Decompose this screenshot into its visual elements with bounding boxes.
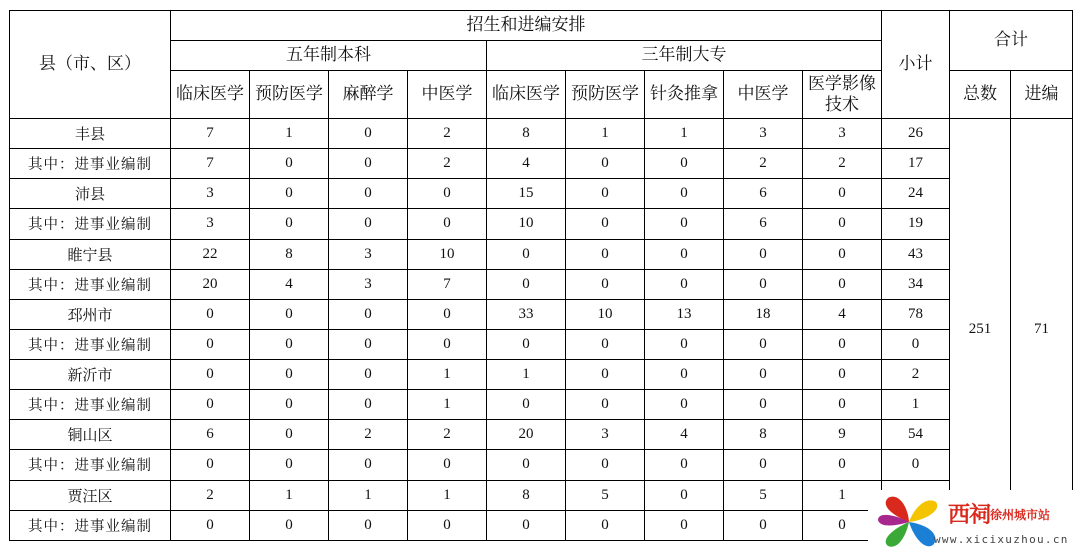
value-cell: 1 <box>250 480 329 510</box>
value-cell: 4 <box>487 149 566 179</box>
value-cell: 0 <box>566 269 645 299</box>
value-cell: 0 <box>250 179 329 209</box>
subtotal-cell: 0 <box>882 450 950 480</box>
value-cell: 8 <box>250 239 329 269</box>
value-cell: 0 <box>329 360 408 390</box>
value-cell: 0 <box>250 299 329 329</box>
table-row <box>10 299 1073 329</box>
value-cell: 0 <box>724 390 803 420</box>
value-cell: 1 <box>487 360 566 390</box>
value-cell: 2 <box>408 420 487 450</box>
value-cell: 0 <box>566 329 645 359</box>
value-cell: 0 <box>645 209 724 239</box>
table-row <box>10 119 1073 149</box>
county-cell: 贾汪区 <box>10 480 171 510</box>
value-cell: 0 <box>645 239 724 269</box>
value-cell: 0 <box>408 209 487 239</box>
value-cell: 3 <box>724 119 803 149</box>
value-cell: 0 <box>171 329 250 359</box>
value-cell: 0 <box>566 149 645 179</box>
logo-petal-blue <box>909 522 935 546</box>
table-body <box>10 119 1073 541</box>
county-cell: 其中：进事业编制 <box>10 269 171 299</box>
subtotal-cell: 54 <box>882 420 950 450</box>
value-cell: 1 <box>408 390 487 420</box>
value-cell: 0 <box>645 390 724 420</box>
subtotal-cell: 34 <box>882 269 950 299</box>
table-row <box>10 269 1073 299</box>
watermark-city: 徐州城市站 <box>990 508 1051 522</box>
col-header: 医学影像技术 <box>803 71 882 119</box>
enrollment-table <box>9 10 1073 541</box>
value-cell: 0 <box>250 450 329 480</box>
logo-petal-yellow <box>909 500 937 522</box>
value-cell: 6 <box>724 209 803 239</box>
total-count-cell: 251 <box>950 119 1011 541</box>
value-cell: 6 <box>171 420 250 450</box>
value-cell: 0 <box>487 269 566 299</box>
value-cell: 0 <box>645 450 724 480</box>
value-cell: 0 <box>487 510 566 540</box>
value-cell: 6 <box>724 179 803 209</box>
value-cell: 7 <box>408 269 487 299</box>
value-cell: 0 <box>566 360 645 390</box>
value-cell: 1 <box>250 119 329 149</box>
value-cell: 4 <box>645 420 724 450</box>
value-cell: 0 <box>329 390 408 420</box>
value-cell: 0 <box>724 269 803 299</box>
value-cell: 33 <box>487 299 566 329</box>
value-cell: 0 <box>329 209 408 239</box>
value-cell: 0 <box>724 510 803 540</box>
value-cell: 0 <box>408 510 487 540</box>
subtotal-cell: 43 <box>882 239 950 269</box>
table-row <box>10 450 1073 480</box>
subtotal-cell: 1 <box>882 390 950 420</box>
subtotal-cell: 17 <box>882 149 950 179</box>
value-cell: 0 <box>487 329 566 359</box>
value-cell: 0 <box>724 329 803 359</box>
value-cell: 10 <box>408 239 487 269</box>
value-cell: 3 <box>171 179 250 209</box>
value-cell: 8 <box>724 420 803 450</box>
table-row <box>10 420 1073 450</box>
col-header: 中医学 <box>408 71 487 119</box>
value-cell: 0 <box>803 179 882 209</box>
value-cell: 0 <box>645 149 724 179</box>
value-cell: 8 <box>487 119 566 149</box>
table-row <box>10 390 1073 420</box>
subtotal-cell: 78 <box>882 299 950 329</box>
value-cell: 8 <box>487 480 566 510</box>
watermark-url: www.xicixuzhou.cn <box>934 533 1069 546</box>
county-header: 县（市、区） <box>10 11 171 119</box>
county-cell: 新沂市 <box>10 360 171 390</box>
total-group-header: 合计 <box>950 11 1073 71</box>
county-cell: 铜山区 <box>10 420 171 450</box>
value-cell: 0 <box>171 450 250 480</box>
value-cell: 0 <box>408 329 487 359</box>
value-cell: 22 <box>171 239 250 269</box>
value-cell: 0 <box>803 510 882 540</box>
value-cell: 1 <box>566 119 645 149</box>
table-row <box>10 149 1073 179</box>
total-count-header: 总数 <box>950 71 1011 119</box>
value-cell: 9 <box>803 420 882 450</box>
value-cell: 1 <box>645 119 724 149</box>
value-cell: 0 <box>171 360 250 390</box>
value-cell: 0 <box>487 390 566 420</box>
county-cell: 其中：进事业编制 <box>10 209 171 239</box>
value-cell: 0 <box>566 450 645 480</box>
value-cell: 0 <box>803 390 882 420</box>
value-cell: 0 <box>803 329 882 359</box>
value-cell: 2 <box>171 480 250 510</box>
value-cell: 0 <box>645 179 724 209</box>
enroll-group-header: 招生和进编安排 <box>171 11 882 41</box>
value-cell: 7 <box>171 119 250 149</box>
value-cell: 0 <box>803 360 882 390</box>
value-cell: 0 <box>250 329 329 359</box>
value-cell: 15 <box>487 179 566 209</box>
value-cell: 0 <box>803 209 882 239</box>
value-cell: 3 <box>171 209 250 239</box>
county-cell: 其中：进事业编制 <box>10 450 171 480</box>
value-cell: 10 <box>487 209 566 239</box>
watermark <box>868 490 1080 556</box>
value-cell: 0 <box>171 299 250 329</box>
value-cell: 5 <box>566 480 645 510</box>
county-cell: 沛县 <box>10 179 171 209</box>
col-header: 中医学 <box>724 71 803 119</box>
value-cell: 0 <box>329 149 408 179</box>
subtotal-cell: 19 <box>882 209 950 239</box>
county-cell: 邳州市 <box>10 299 171 329</box>
subtotal-cell: 24 <box>882 179 950 209</box>
value-cell: 18 <box>724 299 803 329</box>
five-year-header: 五年制本科 <box>171 41 487 71</box>
value-cell: 1 <box>329 480 408 510</box>
value-cell: 1 <box>803 480 882 510</box>
county-cell: 睢宁县 <box>10 239 171 269</box>
watermark-brand: 西祠 <box>948 503 991 528</box>
value-cell: 0 <box>803 450 882 480</box>
county-cell: 其中：进事业编制 <box>10 510 171 540</box>
value-cell: 0 <box>250 360 329 390</box>
county-cell: 其中：进事业编制 <box>10 329 171 359</box>
value-cell: 0 <box>645 510 724 540</box>
value-cell: 0 <box>250 209 329 239</box>
value-cell: 4 <box>250 269 329 299</box>
value-cell: 2 <box>408 119 487 149</box>
value-cell: 0 <box>408 450 487 480</box>
three-year-header: 三年制大专 <box>487 41 882 71</box>
value-cell: 0 <box>645 360 724 390</box>
value-cell: 0 <box>329 119 408 149</box>
subtotal-cell: 26 <box>882 119 950 149</box>
value-cell: 0 <box>645 480 724 510</box>
value-cell: 0 <box>803 239 882 269</box>
value-cell: 0 <box>803 269 882 299</box>
col-header: 临床医学 <box>171 71 250 119</box>
value-cell: 0 <box>171 510 250 540</box>
value-cell: 0 <box>724 360 803 390</box>
value-cell: 0 <box>329 329 408 359</box>
value-cell: 0 <box>250 420 329 450</box>
value-cell: 0 <box>329 450 408 480</box>
value-cell: 7 <box>171 149 250 179</box>
table-row <box>10 209 1073 239</box>
value-cell: 2 <box>408 149 487 179</box>
value-cell: 0 <box>329 510 408 540</box>
col-header: 预防医学 <box>566 71 645 119</box>
value-cell: 0 <box>566 510 645 540</box>
value-cell: 0 <box>566 209 645 239</box>
value-cell: 0 <box>487 450 566 480</box>
col-header: 临床医学 <box>487 71 566 119</box>
value-cell: 13 <box>645 299 724 329</box>
table-row <box>10 360 1073 390</box>
county-cell: 其中：进事业编制 <box>10 149 171 179</box>
value-cell: 0 <box>724 450 803 480</box>
col-header: 麻醉学 <box>329 71 408 119</box>
value-cell: 0 <box>487 239 566 269</box>
col-header: 预防医学 <box>250 71 329 119</box>
table-row <box>10 329 1073 359</box>
value-cell: 4 <box>803 299 882 329</box>
value-cell: 10 <box>566 299 645 329</box>
value-cell: 0 <box>645 329 724 359</box>
value-cell: 0 <box>250 510 329 540</box>
value-cell: 0 <box>566 239 645 269</box>
county-cell: 丰县 <box>10 119 171 149</box>
value-cell: 0 <box>724 239 803 269</box>
value-cell: 3 <box>329 269 408 299</box>
value-cell: 1 <box>408 480 487 510</box>
value-cell: 2 <box>803 149 882 179</box>
logo-petal-green <box>886 522 909 547</box>
subtotal-cell: 2 <box>882 360 950 390</box>
value-cell: 0 <box>408 299 487 329</box>
value-cell: 20 <box>487 420 566 450</box>
value-cell: 5 <box>724 480 803 510</box>
subtotal-cell: 0 <box>882 329 950 359</box>
col-header: 针灸推拿 <box>645 71 724 119</box>
subtotal-header: 小计 <box>882 11 950 119</box>
value-cell: 3 <box>803 119 882 149</box>
value-cell: 2 <box>329 420 408 450</box>
value-cell: 3 <box>566 420 645 450</box>
value-cell: 0 <box>566 390 645 420</box>
total-staff-cell: 71 <box>1011 119 1073 541</box>
county-cell: 其中：进事业编制 <box>10 390 171 420</box>
value-cell: 20 <box>171 269 250 299</box>
value-cell: 0 <box>408 179 487 209</box>
value-cell: 1 <box>408 360 487 390</box>
table-row <box>10 179 1073 209</box>
value-cell: 0 <box>329 179 408 209</box>
table-row <box>10 239 1073 269</box>
value-cell: 0 <box>329 299 408 329</box>
value-cell: 3 <box>329 239 408 269</box>
value-cell: 0 <box>250 149 329 179</box>
value-cell: 0 <box>566 179 645 209</box>
value-cell: 2 <box>724 149 803 179</box>
total-staff-header: 进编 <box>1011 71 1073 119</box>
value-cell: 0 <box>250 390 329 420</box>
value-cell: 0 <box>171 390 250 420</box>
value-cell: 0 <box>645 269 724 299</box>
